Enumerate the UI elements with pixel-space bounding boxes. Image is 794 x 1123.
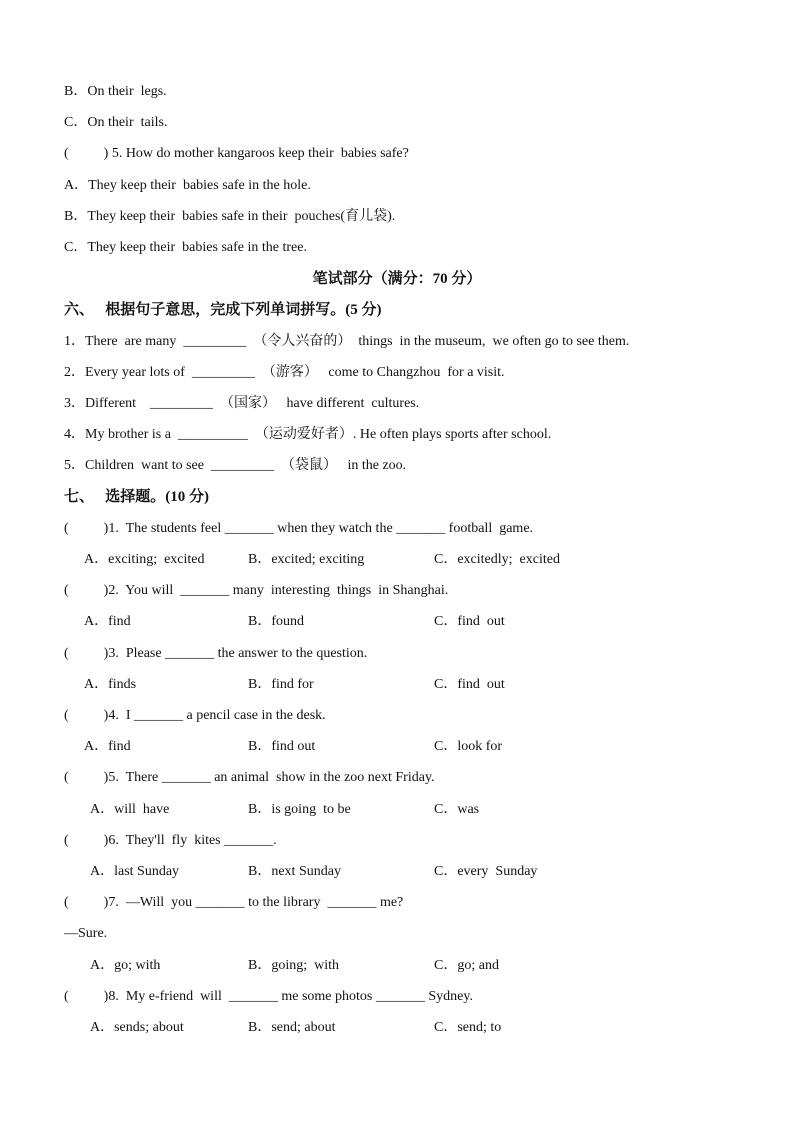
option-c: C．go; and [434,958,499,973]
option-line: B．They keep their babies safe in their pouches(育儿袋). [64,209,396,224]
option-a: A．exciting; excited [84,552,205,567]
option-a: A．find [84,614,131,629]
question-stem: ( )2. You will _______ many interesting things in Shanghai. [64,583,449,598]
section7-heading: 七、 选择题。(10 分) [64,489,209,505]
dialogue-reply: —Sure. [64,926,108,941]
spelling-item: 4．My brother is a __________ （运动爱好者）. He often plays sports after school. [64,427,552,442]
spelling-item: 3．Different _________ （国家） have different cultures. [64,396,420,411]
option-b: B．send; about [248,1020,336,1035]
spelling-item: 5．Children want to see _________ （袋鼠） in the zoo. [64,458,407,473]
option-a: A．find [84,739,131,754]
option-c: C．find out [434,677,505,692]
option-c: C．look for [434,739,503,754]
question-stem: ( )7. —Will you _______ to the library _______ me? [64,895,404,910]
option-a: A．finds [84,677,137,692]
question-stem: ( )1. The students feel _______ when they watch the _______ football game. [64,521,534,536]
option-c: C．every Sunday [434,864,538,879]
spelling-item: 1．There are many _________ （令人兴奋的） things in the museum, we often go to see them. [64,334,630,349]
option-c: C．excitedly; excited [434,552,560,567]
option-b: B．going; with [248,958,340,973]
option-a: A．go; with [90,958,161,973]
section6-heading: 六、 根据句子意思，完成下列单词拼写。(5 分) [64,302,382,318]
option-line: C．They keep their babies safe in the tree. [64,240,307,255]
option-line: B．On their legs. [64,84,167,99]
section-title: 笔试部分（满分：70 分） [312,271,482,287]
question-stem: ( )4. I _______ a pencil case in the desk. [64,708,326,723]
option-b: B．excited; exciting [248,552,365,567]
spelling-item: 2．Every year lots of _________ （游客） come to Changzhou for a visit. [64,365,505,380]
option-b: B．next Sunday [248,864,341,879]
option-a: A．sends; about [90,1020,184,1035]
option-c: C．was [434,802,480,817]
question-line: ( ) 5. How do mother kangaroos keep their babies safe? [64,146,409,161]
option-b: B．find out [248,739,316,754]
option-a: A．last Sunday [90,864,180,879]
option-c: C．send; to [434,1020,502,1035]
question-stem: ( )8. My e-friend will _______ me some photos _______ Sydney. [64,989,473,1004]
option-line: C．On their tails. [64,115,168,130]
option-c: C．find out [434,614,505,629]
option-a: A．will have [90,802,170,817]
option-b: B．found [248,614,304,629]
question-stem: ( )5. There _______ an animal show in the zoo next Friday. [64,770,435,785]
option-line: A．They keep their babies safe in the hole. [64,178,311,193]
option-b: B．find for [248,677,314,692]
question-stem: ( )3. Please _______ the answer to the question. [64,646,368,661]
option-b: B．is going to be [248,802,351,817]
question-stem: ( )6. They'll fly kites _______. [64,833,277,848]
